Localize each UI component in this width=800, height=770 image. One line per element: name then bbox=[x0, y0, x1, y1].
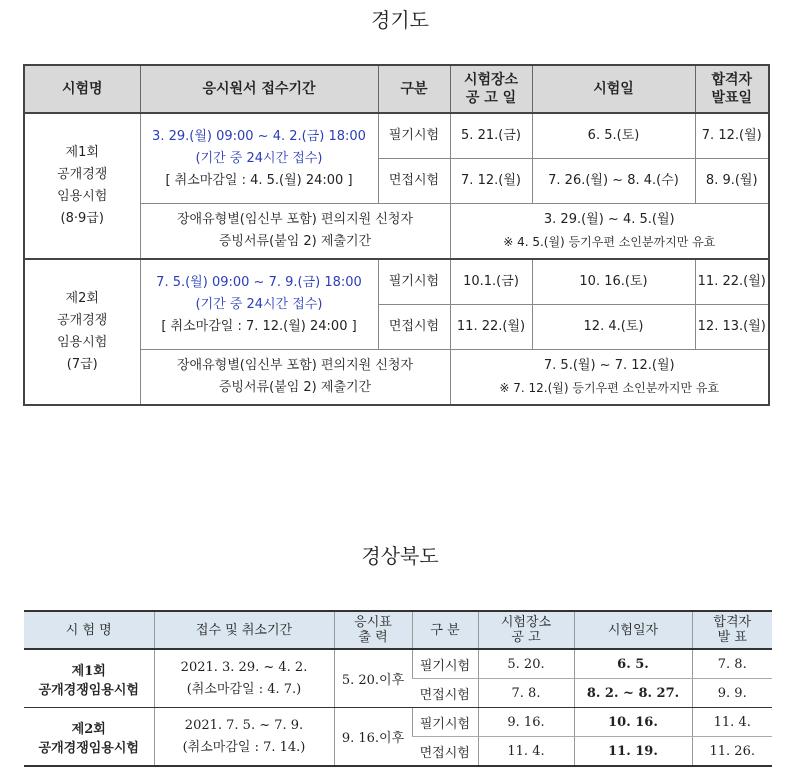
table-header-row bbox=[24, 611, 772, 649]
round-exam: 임용시험 bbox=[57, 335, 108, 350]
header-line: 합격자 bbox=[711, 72, 753, 88]
period-dates: 7. 5.(월) 09:00 ~ 7. 9.(금) 18:00 bbox=[156, 274, 362, 290]
disabled-support-note: ※ 4. 5.(월) 등기우편 소인분까지만 유효 bbox=[503, 235, 716, 249]
cancel-deadline: (취소마감일 : 4. 7.) bbox=[186, 681, 302, 697]
header-line: 공 고 bbox=[511, 630, 541, 645]
header-line: 출 력 bbox=[358, 630, 388, 645]
round-grade: (8·9급) bbox=[60, 211, 104, 226]
header-venue-notice bbox=[450, 65, 532, 113]
result-date-cell: 11. 26. bbox=[692, 737, 772, 767]
header-exam-name: 시 험 명 bbox=[24, 611, 154, 649]
header-result-date bbox=[695, 65, 769, 113]
application-period bbox=[154, 708, 334, 767]
result-date-cell: 11. 22.(월) bbox=[695, 259, 769, 305]
category-cell: 필기시험 bbox=[378, 113, 450, 159]
header-ticket-print bbox=[334, 611, 412, 649]
category-cell: 필기시험 bbox=[412, 649, 478, 679]
result-date-cell: 7. 12.(월) bbox=[695, 113, 769, 159]
result-date-cell: 12. 13.(월) bbox=[695, 305, 769, 350]
header-venue-notice bbox=[478, 611, 574, 649]
header-line: 시험장소 bbox=[500, 615, 552, 630]
gyeongbuk-schedule-table bbox=[24, 610, 772, 767]
disabled-support-label bbox=[140, 204, 450, 260]
header-line: 합격자 bbox=[713, 615, 752, 630]
round-type: 공개경쟁임용시험 bbox=[38, 682, 139, 698]
cancel-deadline: [ 취소마감일 : 7. 12.(월) 24:00 ] bbox=[161, 318, 357, 334]
result-date-cell: 9. 9. bbox=[692, 679, 772, 708]
disabled-support-period bbox=[450, 350, 769, 406]
cancel-deadline: (취소마감일 : 7. 14.) bbox=[182, 739, 306, 755]
round-number: 제2회 bbox=[71, 721, 106, 737]
round-grade: (7급) bbox=[66, 357, 98, 372]
gyeonggi-title: 경기도 bbox=[371, 8, 429, 32]
category-cell: 면접시험 bbox=[412, 679, 478, 708]
period-note: (기간 중 24시간 접수) bbox=[195, 296, 323, 312]
header-line: 응시표 bbox=[354, 615, 392, 630]
header-exam-date: 시험일 bbox=[532, 65, 695, 113]
header-line: 공 고 일 bbox=[465, 90, 517, 106]
category-cell: 면접시험 bbox=[419, 745, 470, 761]
application-period bbox=[154, 649, 334, 708]
header-line: 발표일 bbox=[711, 90, 753, 106]
header-category: 구 분 bbox=[412, 611, 478, 649]
round-type: 공개경쟁 bbox=[57, 167, 108, 182]
exam-date-cell: 10. 16. bbox=[574, 708, 692, 737]
exam-date-cell: 12. 4.(토) bbox=[532, 305, 695, 350]
round-number: 제1회 bbox=[71, 663, 106, 679]
round-name bbox=[24, 649, 154, 708]
round-type: 공개경쟁 bbox=[57, 313, 108, 328]
category-cell: 필기시험 bbox=[378, 259, 450, 305]
category-cell: 필기시험 bbox=[412, 708, 478, 737]
disabled-support-note: ※ 7. 12.(월) 등기우편 소인분까지만 유효 bbox=[499, 381, 720, 395]
period-note: (기간 중 24시간 접수) bbox=[195, 150, 323, 166]
header-exam-name: 시험명 bbox=[24, 65, 140, 113]
header-exam-date: 시험일자 bbox=[574, 611, 692, 649]
round-number: 제1회 bbox=[65, 145, 99, 160]
notice-cell: 9. 16. bbox=[478, 708, 574, 737]
header-result bbox=[692, 611, 772, 649]
header-application-period: 응시원서 접수기간 bbox=[140, 65, 378, 113]
notice-cell: 7. 8. bbox=[478, 679, 574, 708]
result-date-cell: 11. 4. bbox=[692, 708, 772, 737]
disabled-support-period bbox=[450, 204, 769, 260]
period-dates: 2021. 7. 5. ~ 7. 9. bbox=[184, 717, 304, 733]
disabled-support-label bbox=[140, 350, 450, 406]
header-category: 구분 bbox=[378, 65, 450, 113]
result-date-cell: 8. 9.(월) bbox=[695, 159, 769, 204]
table-row bbox=[24, 113, 769, 159]
round-exam: 임용시험 bbox=[57, 189, 108, 204]
exam-date-cell: 11. 19. bbox=[574, 737, 692, 767]
result-date-cell: 7. 8. bbox=[692, 649, 772, 679]
period-dates: 2021. 3. 29. ~ 4. 2. bbox=[180, 659, 308, 675]
category-cell: 면접시험 bbox=[378, 159, 450, 204]
header-period: 접수 및 취소기간 bbox=[154, 611, 334, 649]
disabled-support-line2: 증빙서류(붙임 2) 제출기간 bbox=[218, 234, 372, 249]
header-line: 발 표 bbox=[717, 630, 747, 645]
gyeonggi-schedule-table bbox=[23, 64, 770, 406]
notice-cell: 11. 4. bbox=[478, 737, 574, 767]
notice-cell: 5. 20. bbox=[478, 649, 574, 679]
round-type: 공개경쟁임용시험 bbox=[38, 740, 139, 756]
round-name bbox=[24, 708, 154, 767]
notice-cell: 11. 22.(월) bbox=[450, 305, 532, 350]
exam-date-cell: 10. 16.(토) bbox=[532, 259, 695, 305]
round-name bbox=[24, 259, 140, 405]
period-dates: 3. 29.(월) 09:00 ~ 4. 2.(금) 18:00 bbox=[152, 128, 366, 144]
ticket-print-date: 5. 20.이후 bbox=[334, 649, 412, 708]
exam-date-cell: 7. 26.(월) ~ 8. 4.(수) bbox=[532, 159, 695, 204]
cancel-deadline: [ 취소마감일 : 4. 5.(월) 24:00 ] bbox=[165, 172, 353, 188]
category-cell: 면접시험 bbox=[378, 305, 450, 350]
round-number: 제2회 bbox=[65, 291, 99, 306]
notice-cell: 5. 21.(금) bbox=[450, 113, 532, 159]
application-period bbox=[140, 113, 378, 204]
disabled-support-range: 7. 5.(월) ~ 7. 12.(월) bbox=[543, 358, 675, 373]
exam-date-cell: 6. 5.(토) bbox=[532, 113, 695, 159]
table-row bbox=[24, 259, 769, 305]
table-row bbox=[24, 649, 772, 679]
disabled-support-line1: 장애유형별(임신부 포함) 편의지원 신청자 bbox=[176, 212, 414, 227]
exam-date-cell: 8. 2. ~ 8. 27. bbox=[574, 679, 692, 708]
table-header-row bbox=[24, 65, 769, 113]
disabled-support-line2: 증빙서류(붙임 2) 제출기간 bbox=[218, 380, 372, 395]
gyeongbuk-title: 경상북도 bbox=[361, 544, 439, 568]
application-period bbox=[140, 259, 378, 350]
disabled-support-range: 3. 29.(월) ~ 4. 5.(월) bbox=[543, 212, 675, 227]
table-row bbox=[24, 708, 772, 737]
notice-cell: 7. 12.(월) bbox=[450, 159, 532, 204]
disabled-support-line1: 장애유형별(임신부 포함) 편의지원 신청자 bbox=[176, 358, 414, 373]
round-name bbox=[24, 113, 140, 259]
ticket-print-date: 9. 16.이후 bbox=[334, 708, 412, 767]
header-line: 시험장소 bbox=[463, 72, 519, 88]
notice-cell: 10.1.(금) bbox=[450, 259, 532, 305]
exam-date-cell: 6. 5. bbox=[574, 649, 692, 679]
